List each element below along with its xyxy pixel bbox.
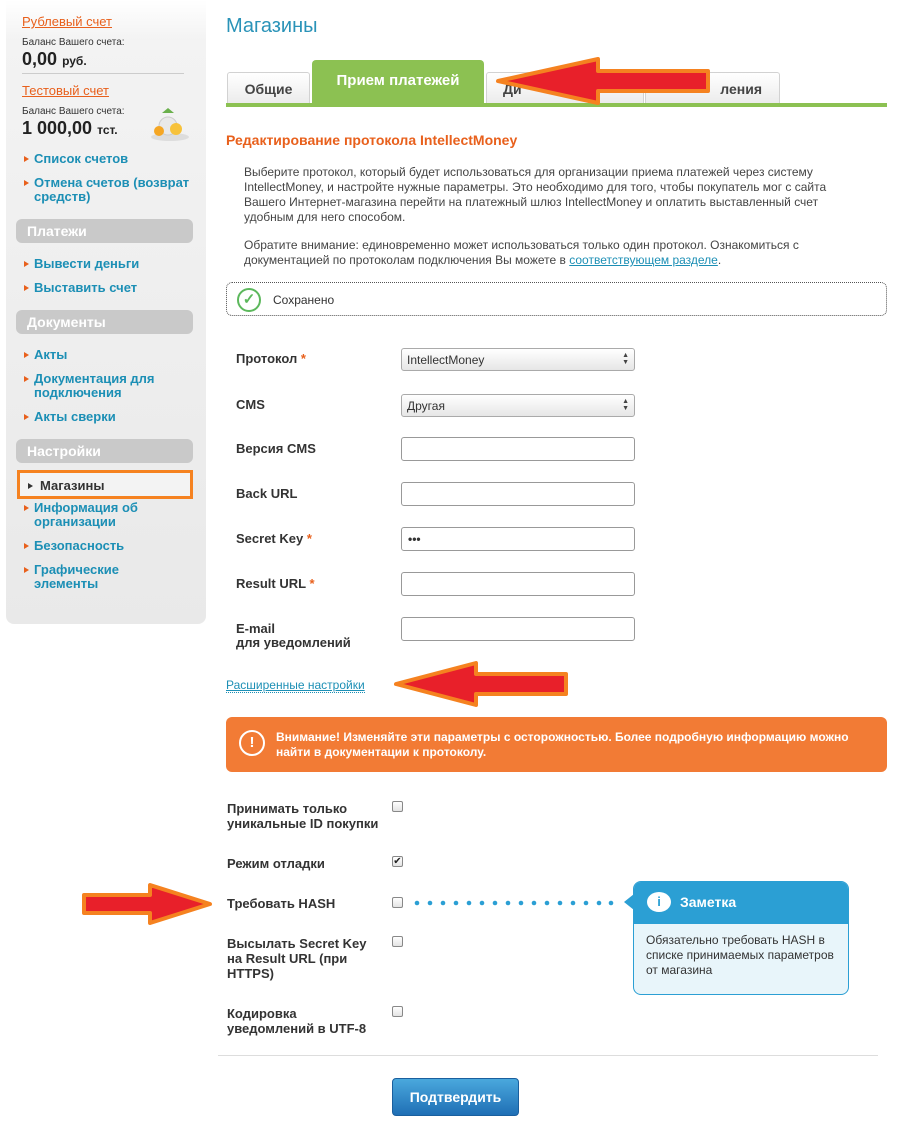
send-secret-key-label: Высылать Secret Key на Result URL (при HTTPS) — [227, 936, 367, 981]
sidebar-item-accounts-list[interactable]: Список счетов — [22, 152, 192, 166]
intro-text: Выберите протокол, который будет использоваться для организации приема платежей через систему IntellectMoney, и настройте нужные параметры. Это необходимо для того, чтобы покупатель мог с сайта Вашего Интернет-магазина перейти на платежный шлюз IntellectMoney и оплатить выставленный счет удобным для него способом. — [244, 165, 827, 224]
utf8-encoding-label: Кодировка уведомлений в UTF-8 — [227, 1006, 367, 1036]
divider — [218, 1055, 878, 1056]
tab-payments[interactable]: Прием платежей — [312, 60, 484, 105]
note-text: Обязательно требовать HASH в списке принимаемых параметров от магазина — [646, 933, 834, 977]
secret-key-label: Secret Key * — [236, 531, 312, 546]
ruble-balance: 0,00 руб. — [22, 49, 87, 69]
annotation-arrow-left-icon — [390, 660, 572, 708]
protocol-label: Протокол * — [236, 351, 306, 366]
sidebar-divider — [22, 73, 184, 74]
unique-id-checkbox[interactable] — [392, 801, 403, 812]
sidebar-section-payments: Платежи — [16, 219, 193, 243]
send-secret-key-checkbox[interactable] — [392, 936, 403, 947]
sidebar-section-settings: Настройки — [16, 439, 193, 463]
sidebar-item-org-info[interactable]: Информация об организации — [22, 501, 162, 529]
cms-version-label: Версия CMS — [236, 441, 316, 456]
ruble-balance-label: Баланс Вашего счета: — [22, 37, 125, 48]
protocol-select[interactable]: IntellectMoney ▲ ▼ — [401, 348, 635, 371]
annotation-arrow-left-icon — [490, 56, 714, 106]
utf8-encoding-checkbox[interactable] — [392, 1006, 403, 1017]
saved-text: Сохранено — [273, 293, 335, 307]
sidebar-section-documents: Документы — [16, 310, 193, 334]
debug-mode-label: Режим отладки — [227, 856, 325, 871]
sidebar-item-cancel-invoices[interactable]: Отмена счетов (возврат средств) — [22, 176, 192, 204]
tab-notifications[interactable]: ления — [645, 72, 780, 104]
submit-button[interactable]: Подтвердить — [392, 1078, 519, 1116]
tab-third[interactable]: Ди — [486, 72, 644, 104]
notice-text: Обратите внимание: единовременно может использоваться только один протокол. Ознакомиться с документацией по протоколам подключения Вы можете в соответствующем разделе. — [244, 238, 799, 267]
sidebar-item-security[interactable]: Безопасность — [22, 539, 192, 553]
sidebar-item-create-invoice[interactable]: Выставить счет — [22, 281, 192, 295]
back-url-input[interactable] — [401, 482, 635, 506]
speech-bubble-icon: i — [647, 892, 671, 912]
page-title: Магазины — [226, 15, 318, 37]
check-icon: ✓ — [237, 288, 261, 312]
docs-section-link[interactable]: соответствующем разделе — [569, 253, 718, 267]
cms-version-input[interactable] — [401, 437, 635, 461]
saved-message — [226, 282, 887, 316]
note-title: Заметка — [680, 894, 737, 910]
select-arrows-icon: ▲ ▼ — [622, 398, 629, 412]
sidebar-item-reconciliation[interactable]: Акты сверки — [22, 410, 192, 424]
sidebar-item-withdraw[interactable]: Вывести деньги — [22, 257, 192, 271]
debug-mode-checkbox[interactable]: ✔ — [393, 856, 402, 867]
unique-id-label: Принимать только уникальные ID покупки — [227, 801, 379, 831]
advanced-settings-link[interactable]: Расширенные настройки — [226, 678, 365, 692]
test-account-link[interactable]: Тестовый счет — [22, 83, 109, 98]
back-url-label: Back URL — [236, 486, 298, 501]
result-url-label: Result URL * — [236, 576, 315, 591]
tab-general[interactable]: Общие — [227, 72, 310, 104]
coins-icon — [148, 103, 192, 143]
ruble-account-link[interactable]: Рублевый счет — [22, 14, 112, 29]
sidebar-item-docs[interactable]: Документация для подключения — [22, 372, 172, 400]
result-url-input[interactable] — [401, 572, 635, 596]
connector-dots — [414, 898, 614, 908]
email-input[interactable] — [401, 617, 635, 641]
warning-text: Внимание! Изменяйте эти параметры с осторожностью. Более подробную информацию можно найти в документации к протоколу. — [276, 730, 849, 759]
section-title: Редактирование протокола IntellectMoney — [226, 132, 518, 148]
require-hash-checkbox[interactable] — [392, 897, 403, 908]
sidebar-item-shops[interactable]: Магазины — [17, 470, 193, 499]
select-arrows-icon: ▲ ▼ — [622, 352, 629, 366]
secret-key-input[interactable]: ••• — [401, 527, 635, 551]
test-balance: 1 000,00 тст. — [22, 118, 118, 138]
warning-banner — [226, 717, 887, 772]
sidebar-item-graphics[interactable]: Графические элементы — [22, 563, 152, 591]
cms-label: CMS — [236, 397, 265, 412]
cms-select[interactable]: Другая ▲ ▼ — [401, 394, 635, 417]
test-balance-label: Баланс Вашего счета: — [22, 106, 125, 117]
annotation-arrow-right-icon — [80, 882, 216, 926]
warning-icon: ! — [239, 730, 265, 756]
require-hash-label: Требовать HASH — [227, 896, 336, 911]
note-tooltip — [633, 881, 849, 995]
email-label: E-mail для уведомлений — [236, 621, 351, 650]
sidebar-item-acts[interactable]: Акты — [22, 348, 192, 362]
